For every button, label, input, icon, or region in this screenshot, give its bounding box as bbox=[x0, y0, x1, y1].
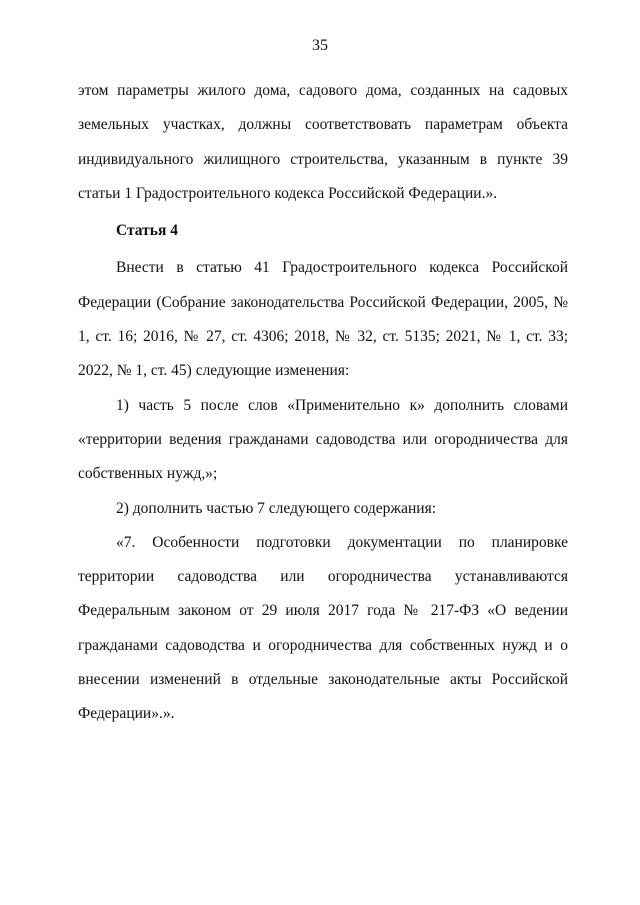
paragraph-continuation: этом параметры жилого дома, садового дома, созданных на садовых земельных участках, должны соответствовать параметрам объекта индивидуального жилищного строительства, указанным в пункте 39 статьи 1 Градостроительного кодекса Российской Федерации.». bbox=[78, 82, 568, 202]
paragraph-quoted-part-7: «7. Особенности подготовки документации по планировке территории садоводства или огородничества устанавливаются Федеральным законом от 29 июля 2017 года № 217-ФЗ «О ведении гражданами садоводства и огородничества для собственных нужд и о внесении изменений в отдельные законодательные акты Российской Федерации».». bbox=[78, 533, 568, 723]
document-body bbox=[78, 74, 568, 732]
paragraph-amendment-intro: Внести в статью 41 Градостроительного кодекса Российской Федерации (Собрание законодательства Российской Федерации, 2005, № 1, ст. 16; 2016, № 27, ст. 4306; 2018, № 32, ст. 5135; 2021, № 1, ст. 33; 2022, № 1, ст. 45) следующие изменения: bbox=[78, 259, 568, 380]
article-heading: Статья 4 bbox=[116, 222, 178, 240]
paragraph-item-2: 2) дополнить частью 7 следующего содержания: bbox=[116, 499, 437, 517]
paragraph-item-1: 1) часть 5 после слов «Применительно к» дополнить словами «территории ведения гражданами садоводства или огородничества для собственных нужд,»; bbox=[78, 396, 568, 483]
page-number: 35 bbox=[312, 37, 328, 54]
